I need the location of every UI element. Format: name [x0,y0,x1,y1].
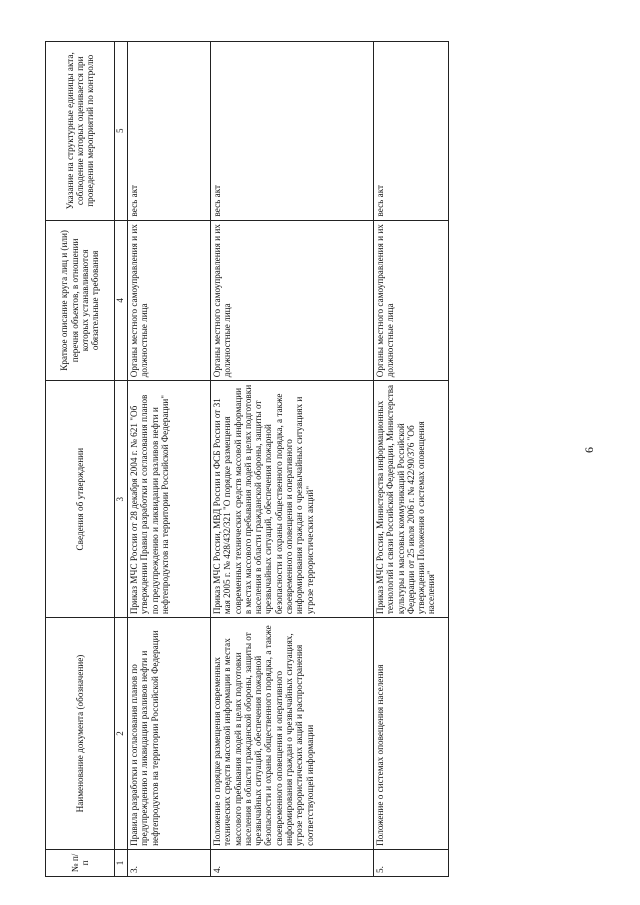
scope-description: Органы местного самоуправления и их должностные лица [211,220,374,381]
document-name: Правила разработки и согласования планов по предупреждению и ликвидации разливов нефти и нефтепродуктов на территории Российской Федерации [128,618,211,850]
rotated-content [10,15,625,885]
header-structural-units: Указание на структурные единицы акта, соблюдение которых оценивается при проведении мероприятий по контролю [46,42,115,221]
approval-info: Приказ МЧС России, Министерства информационных технологий и связи Российской Федерации, Министерства культуры и массовых коммуникаций Российской Федерации от 25 июля 2006 г. № 422/90/376 "Об утверждении Положения о системах оповещения населения" [374,381,449,618]
column-number-row [115,42,128,877]
column-number: 1 [115,849,128,876]
column-number: 5 [115,42,128,221]
table-row [211,42,374,877]
structural-units: весь акт [374,42,449,221]
structural-units: весь акт [128,42,211,221]
row-number: 5. [374,849,449,876]
approval-info: Приказ МЧС России от 28 декабря 2004 г. № 621 "Об утверждении Правил разработки и согласования планов по предупреждению и ликвидации разливов нефти и нефтепродуктов на территории Российской Федерации" [128,381,211,618]
table-row [128,42,211,877]
header-scope: Краткое описание круга лиц и (или) перечня объектов, в отношении которых устанавливаются обязательные требования [46,220,115,381]
header-number: № п/п [46,849,115,876]
column-number: 4 [115,220,128,381]
row-number: 4. [211,849,374,876]
column-number: 3 [115,381,128,618]
header-approval-info: Сведения об утверждении [46,381,115,618]
row-number: 3. [128,849,211,876]
document-name: Положение о порядке размещения современных технических средств массовой информации в местах массового пребывания людей в целях подготовки населения в области гражданской обороны, защиты от чрезвычайных ситуаций, обеспечения пожарной безопасности и охраны общественного порядка, а также своевременного оповещения и оперативного информирования граждан о чрезвычайных ситуациях, угрозе террористических акций и распространения соответствующей информации [211,618,374,850]
scope-description: Органы местного самоуправления и их должностные лица [374,220,449,381]
header-document-name: Наименование документа (обозначение) [46,618,115,850]
column-number: 2 [115,618,128,850]
page-number: 6 [582,447,596,453]
structural-units: весь акт [211,42,374,221]
table-row [374,42,449,877]
requirements-table [45,41,449,877]
table-header-row [46,42,115,877]
document-name: Положение о системах оповещения населения [374,618,449,850]
scope-description: Органы местного самоуправления и их должностные лица [128,220,211,381]
approval-info: Приказ МЧС России, МВД России и ФСБ России от 31 мая 2005 г. № 428/432/321 "О порядке размещения современных технических средств массовой информации в местах массового пребывания людей в целях подготовки населения в области гражданской обороны, защиты от чрезвычайных ситуаций, обеспечения пожарной безопасности и охраны общественного порядка, а также своевременного оповещения и оперативного информирования граждан о чрезвычайных ситуациях и угрозе террористических акций" [211,381,374,618]
